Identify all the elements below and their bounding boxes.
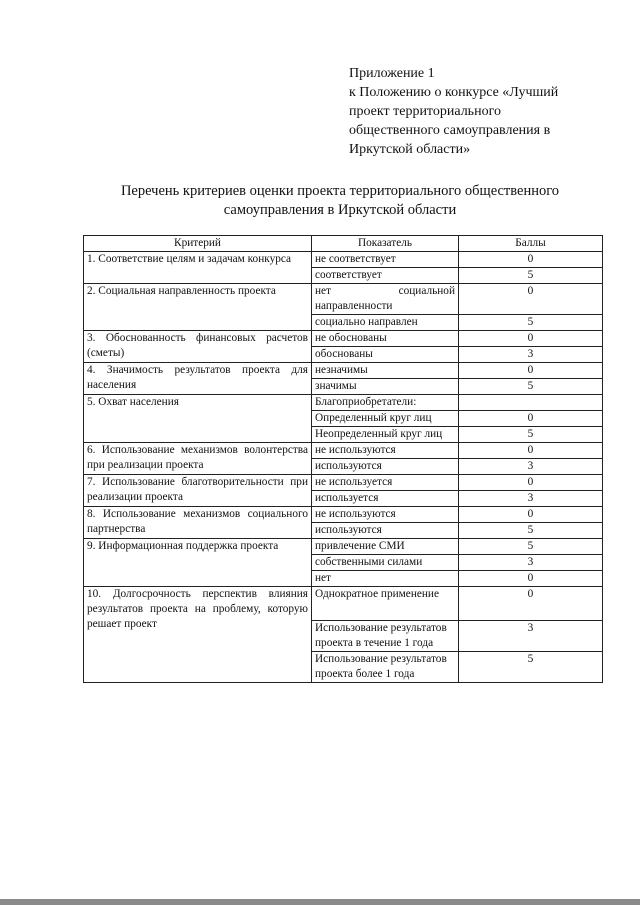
points-cell (459, 395, 603, 411)
points-cell: 0 (459, 475, 603, 491)
indicator-cell: Неопределенный круг лиц (312, 427, 459, 443)
indicator-cell: Использование результатов проекта в течение 1 года (312, 621, 459, 652)
points-cell: 5 (459, 268, 603, 284)
points-cell: 5 (459, 315, 603, 331)
points-cell: 0 (459, 252, 603, 268)
points-cell: 5 (459, 539, 603, 555)
points-cell: 0 (459, 443, 603, 459)
indicator-cell: социально направлен (312, 315, 459, 331)
criterion-cell: 10. Долгосрочность перспектив влияния результатов проекта на проблему, которую решает проект (84, 587, 312, 683)
criterion-cell: 4. Значимость результатов проекта для населения (84, 363, 312, 395)
points-cell: 5 (459, 652, 603, 683)
indicator-cell: используются (312, 459, 459, 475)
criterion-cell: 5. Охват населения (84, 395, 312, 443)
criterion-cell: 7. Использование благотворительности при реализации проекта (84, 475, 312, 507)
points-cell: 0 (459, 284, 603, 315)
table-header-row (84, 236, 603, 252)
indicator-cell: нет социальной направленности (312, 284, 459, 315)
criterion-cell: 9. Информационная поддержка проекта (84, 539, 312, 587)
appendix-line: Приложение 1 (349, 66, 435, 81)
indicator-cell: соответствует (312, 268, 459, 284)
appendix-line: к Положению о конкурсе «Лучший (349, 85, 559, 100)
criterion-cell: 6. Использование механизмов волонтерства при реализации проекта (84, 443, 312, 475)
table-row (84, 475, 603, 491)
table-row (84, 331, 603, 347)
criterion-cell: 8. Использование механизмов социального партнерства (84, 507, 312, 539)
indicator-cell: не используются (312, 507, 459, 523)
points-cell: 0 (459, 331, 603, 347)
points-cell: 5 (459, 427, 603, 443)
points-cell: 3 (459, 621, 603, 652)
table-row (84, 395, 603, 411)
points-cell: 3 (459, 491, 603, 507)
indicator-cell: собственными силами (312, 555, 459, 571)
header-criterion: Критерий (84, 236, 312, 252)
title-line-2: самоуправления в Иркутской области (223, 202, 457, 218)
indicator-cell: не соответствует (312, 252, 459, 268)
criterion-cell: 2. Социальная направленность проекта (84, 284, 312, 331)
indicator-cell: Благоприобретатели: (312, 395, 459, 411)
criteria-table (83, 235, 603, 683)
points-cell: 0 (459, 363, 603, 379)
appendix-line: общественного самоуправления в (349, 123, 551, 138)
header-indicator: Показатель (312, 236, 459, 252)
table-row (84, 284, 603, 315)
table-row (84, 252, 603, 268)
appendix-header (349, 64, 599, 159)
indicator-cell: Однократное применение (312, 587, 459, 621)
table-row (84, 587, 603, 621)
indicator-cell: нет (312, 571, 459, 587)
header-points: Баллы (459, 236, 603, 252)
indicator-cell: обоснованы (312, 347, 459, 363)
indicator-cell: Определенный круг лиц (312, 411, 459, 427)
points-cell: 3 (459, 347, 603, 363)
points-cell: 3 (459, 459, 603, 475)
points-cell: 0 (459, 587, 603, 621)
points-cell: 5 (459, 379, 603, 395)
indicator-cell: Использование результатов проекта более 1 года (312, 652, 459, 683)
scan-edge-bar (0, 899, 640, 905)
criterion-cell: 3. Обоснованность финансовых расчетов (сметы) (84, 331, 312, 363)
table-row (84, 443, 603, 459)
indicator-cell: не обоснованы (312, 331, 459, 347)
indicator-cell: привлечение СМИ (312, 539, 459, 555)
table-row (84, 539, 603, 555)
indicator-cell: не используется (312, 475, 459, 491)
title-line-1: Перечень критериев оценки проекта территориального общественного (120, 183, 560, 199)
appendix-line: проект территориального (349, 104, 501, 119)
indicator-cell: используются (312, 523, 459, 539)
indicator-cell: не используются (312, 443, 459, 459)
appendix-line: Иркутской области» (349, 142, 471, 157)
indicator-cell: незначимы (312, 363, 459, 379)
points-cell: 0 (459, 507, 603, 523)
criterion-cell: 1. Соответствие целям и задачам конкурса (84, 252, 312, 284)
indicator-cell: значимы (312, 379, 459, 395)
table-row (84, 363, 603, 379)
indicator-cell: используется (312, 491, 459, 507)
points-cell: 0 (459, 411, 603, 427)
points-cell: 0 (459, 571, 603, 587)
table-row (84, 507, 603, 523)
document-title (60, 182, 620, 220)
points-cell: 5 (459, 523, 603, 539)
points-cell: 3 (459, 555, 603, 571)
